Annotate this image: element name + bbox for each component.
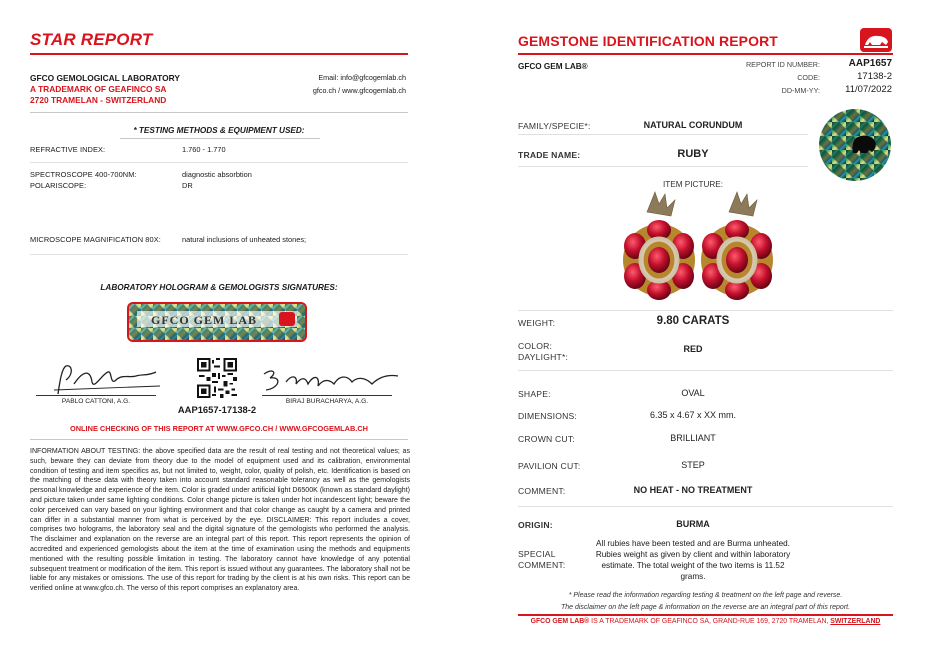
special-comment-line: Rubies weight as given by client and within laboratory [595, 550, 791, 559]
signature-line [36, 395, 156, 396]
origin-label: ORIGIN: [518, 520, 553, 530]
hologram-heading: LABORATORY HOLOGRAM & GEMOLOGISTS SIGNATURES: [100, 283, 338, 292]
date-value: 11/07/2022 [845, 84, 892, 95]
online-check-link[interactable]: ONLINE CHECKING OF THIS REPORT AT WWW.GFCO.CH / WWW.GFCOGEMLAB.CH [69, 424, 369, 433]
gemstone-report-title: GEMSTONE IDENTIFICATION REPORT [518, 33, 778, 49]
title-underline [518, 53, 893, 55]
report-id-label: REPORT ID NUMBER: [745, 60, 820, 69]
divider [30, 112, 408, 113]
special-comment-line: estimate. The total weight of the two items is 11.52 [601, 561, 785, 570]
divider [518, 370, 893, 371]
disclaimer-text: INFORMATION ABOUT TESTING: the above specified data are the result of real testing and not theoretical values; as such, beware they can deviate from theory due to the model of equipment used and its calibration, environmental condition of testing and item specifics as, but not limited to, weight, color, quality of polish, etc. Identification is based on the matching of these data with theory taken into account standard reasonable tolerancy as well as the gemologists personal knowledge and experience of the item. Color is graded under artificial light D6500K (known as standard daylight) and picture taken under same lighting conditions. Color change picture is taken under hot incandescent light; beware the color perceived can vary based on your lighting environment and that color change as caught by a camera and printed can differ in a substantial manner from what is perceived by the eye. DISCLAIMER: This report includes a cover, comprises two holograms, the laboratory seal and the digital signature of the gemologists who performed the analysis. The disclaimer and explanation on the reverse are an integral part of this report. This report represents the opinion of accredited and experienced gemologists about the item at the time of examination using the methods and equipments mentioned with the resulting possible limitation in testing. The laboratory cannot have knowledge of any potential subsequent treatment or modification of the item. This report is issued without any guarantees. The laboratory shall not be liable for any mistakes or omissions. The use of this report for trading by the client is at his own risks. This report can be verified online at www.gfco.ch. The verso of this report comprises an explanatory area. [30, 448, 410, 593]
hologram-sticker [127, 302, 307, 342]
test-value: DR [182, 181, 193, 190]
comment-value: NO HEAT - NO TREATMENT [633, 485, 753, 495]
shape-label: SHAPE: [518, 389, 551, 399]
color-label: COLOR: [518, 341, 553, 351]
hologram-text: GFCO GEM LAB [150, 313, 257, 327]
footer-line [518, 614, 893, 616]
test-value: diagnostic absorbtion [182, 170, 252, 179]
signature-line [262, 395, 392, 396]
test-value: natural inclusions of unheated stones; [182, 235, 307, 244]
family-label: FAMILY/SPECIE*: [518, 121, 591, 131]
lab-website[interactable]: gfco.ch / www.gfcogemlab.ch [312, 86, 406, 95]
shape-value: OVAL [681, 388, 705, 398]
right-earring [701, 192, 773, 300]
lab-address: 2720 TRAMELAN - SWITZERLAND [30, 95, 167, 105]
test-value: 1.760 - 1.770 [182, 145, 226, 154]
pavilion-cut-label: PAVILION CUT: [518, 461, 581, 471]
note-2: The disclaimer on the left page & information on the reverse are an integral part of this report. [560, 604, 851, 611]
divider [30, 162, 408, 163]
left-earring [623, 192, 695, 300]
lab-email[interactable]: Email: info@gfcogemlab.ch [318, 73, 406, 82]
code-value: 17138-2 [857, 71, 892, 82]
test-label: REFRACTIVE INDEX: [30, 145, 106, 154]
laboratory-seal [818, 108, 892, 182]
report-code: AAP1657-17138-2 [177, 404, 257, 415]
signer-2-name: BIRAJ BURACHARYA, A.G. [285, 398, 369, 405]
footer [508, 618, 903, 625]
lab-name: GFCO GEMOLOGICAL LABORATORY [30, 73, 180, 83]
divider [518, 134, 808, 135]
dimensions-value: 6.35 x 4.67 x XX mm. [649, 410, 737, 420]
star-report-title: STAR REPORT [30, 30, 153, 49]
pavilion-cut-value: STEP [681, 460, 705, 470]
test-label: POLARISCOPE: [30, 181, 87, 190]
gfco-logo-icon [279, 312, 295, 326]
methods-heading: * TESTING METHODS & EQUIPMENT USED: [133, 126, 305, 135]
daylight-label: DAYLIGHT*: [518, 352, 569, 362]
divider [30, 439, 408, 440]
signer-1-name: PABLO CATTONI, A.G. [61, 398, 131, 405]
note-1: * Please read the information regarding testing & treatment on the left page and reverse. [568, 592, 843, 599]
crown-cut-value: BRILLIANT [670, 433, 716, 443]
footer-country: SWITZERLAND [830, 618, 881, 625]
comment-label: COMMENT: [518, 486, 566, 496]
dimensions-label: DIMENSIONS: [518, 411, 578, 421]
special-comment-line: grams. [680, 572, 706, 581]
title-underline [30, 53, 408, 55]
footer-brand: GFCO GEM LAB® [530, 618, 590, 625]
ruby-earrings-image [617, 190, 777, 308]
code-label: CODE: [797, 73, 820, 82]
special-comment-label-2: COMMENT: [518, 560, 566, 570]
qr-code-icon[interactable] [197, 358, 237, 398]
test-label: MICROSCOPE MAGNIFICATION 80X: [30, 235, 161, 244]
lab-trademark: A TRADEMARK OF GEAFINCO SA [30, 84, 167, 94]
divider [518, 166, 808, 167]
signature-1 [52, 360, 162, 396]
crown-cut-label: CROWN CUT: [518, 434, 575, 444]
test-label: SPECTROSCOPE 400-700NM: [30, 170, 137, 179]
divider [518, 310, 893, 311]
special-comment-line: All rubies have been tested and are Burma unheated. [596, 539, 790, 548]
date-label: DD-MM-YY: [781, 86, 820, 95]
divider [30, 254, 408, 255]
divider [518, 506, 893, 507]
special-comment-text [573, 538, 813, 582]
divider [120, 138, 320, 139]
family-value: NATURAL CORUNDUM [643, 120, 743, 130]
origin-value: BURMA [676, 519, 710, 529]
lab-short-name: GFCO GEM LAB® [518, 62, 588, 71]
signature-2 [258, 362, 408, 398]
footer-text: IS A TRADEMARK OF GEAFINCO SA, GRAND-RUE 169, 2720 TRAMELAN, [589, 618, 831, 625]
report-id-value: AAP1657 [848, 58, 892, 69]
special-comment-label-1: SPECIAL [518, 549, 556, 559]
trade-name-value: RUBY [677, 148, 709, 160]
gfco-logo-icon [860, 28, 892, 52]
item-picture-label: ITEM PICTURE: [662, 180, 724, 189]
weight-value: 9.80 CARATS [656, 315, 730, 327]
trade-name-label: TRADE NAME: [518, 150, 581, 160]
color-value: RED [683, 344, 703, 354]
weight-label: WEIGHT: [518, 318, 556, 328]
